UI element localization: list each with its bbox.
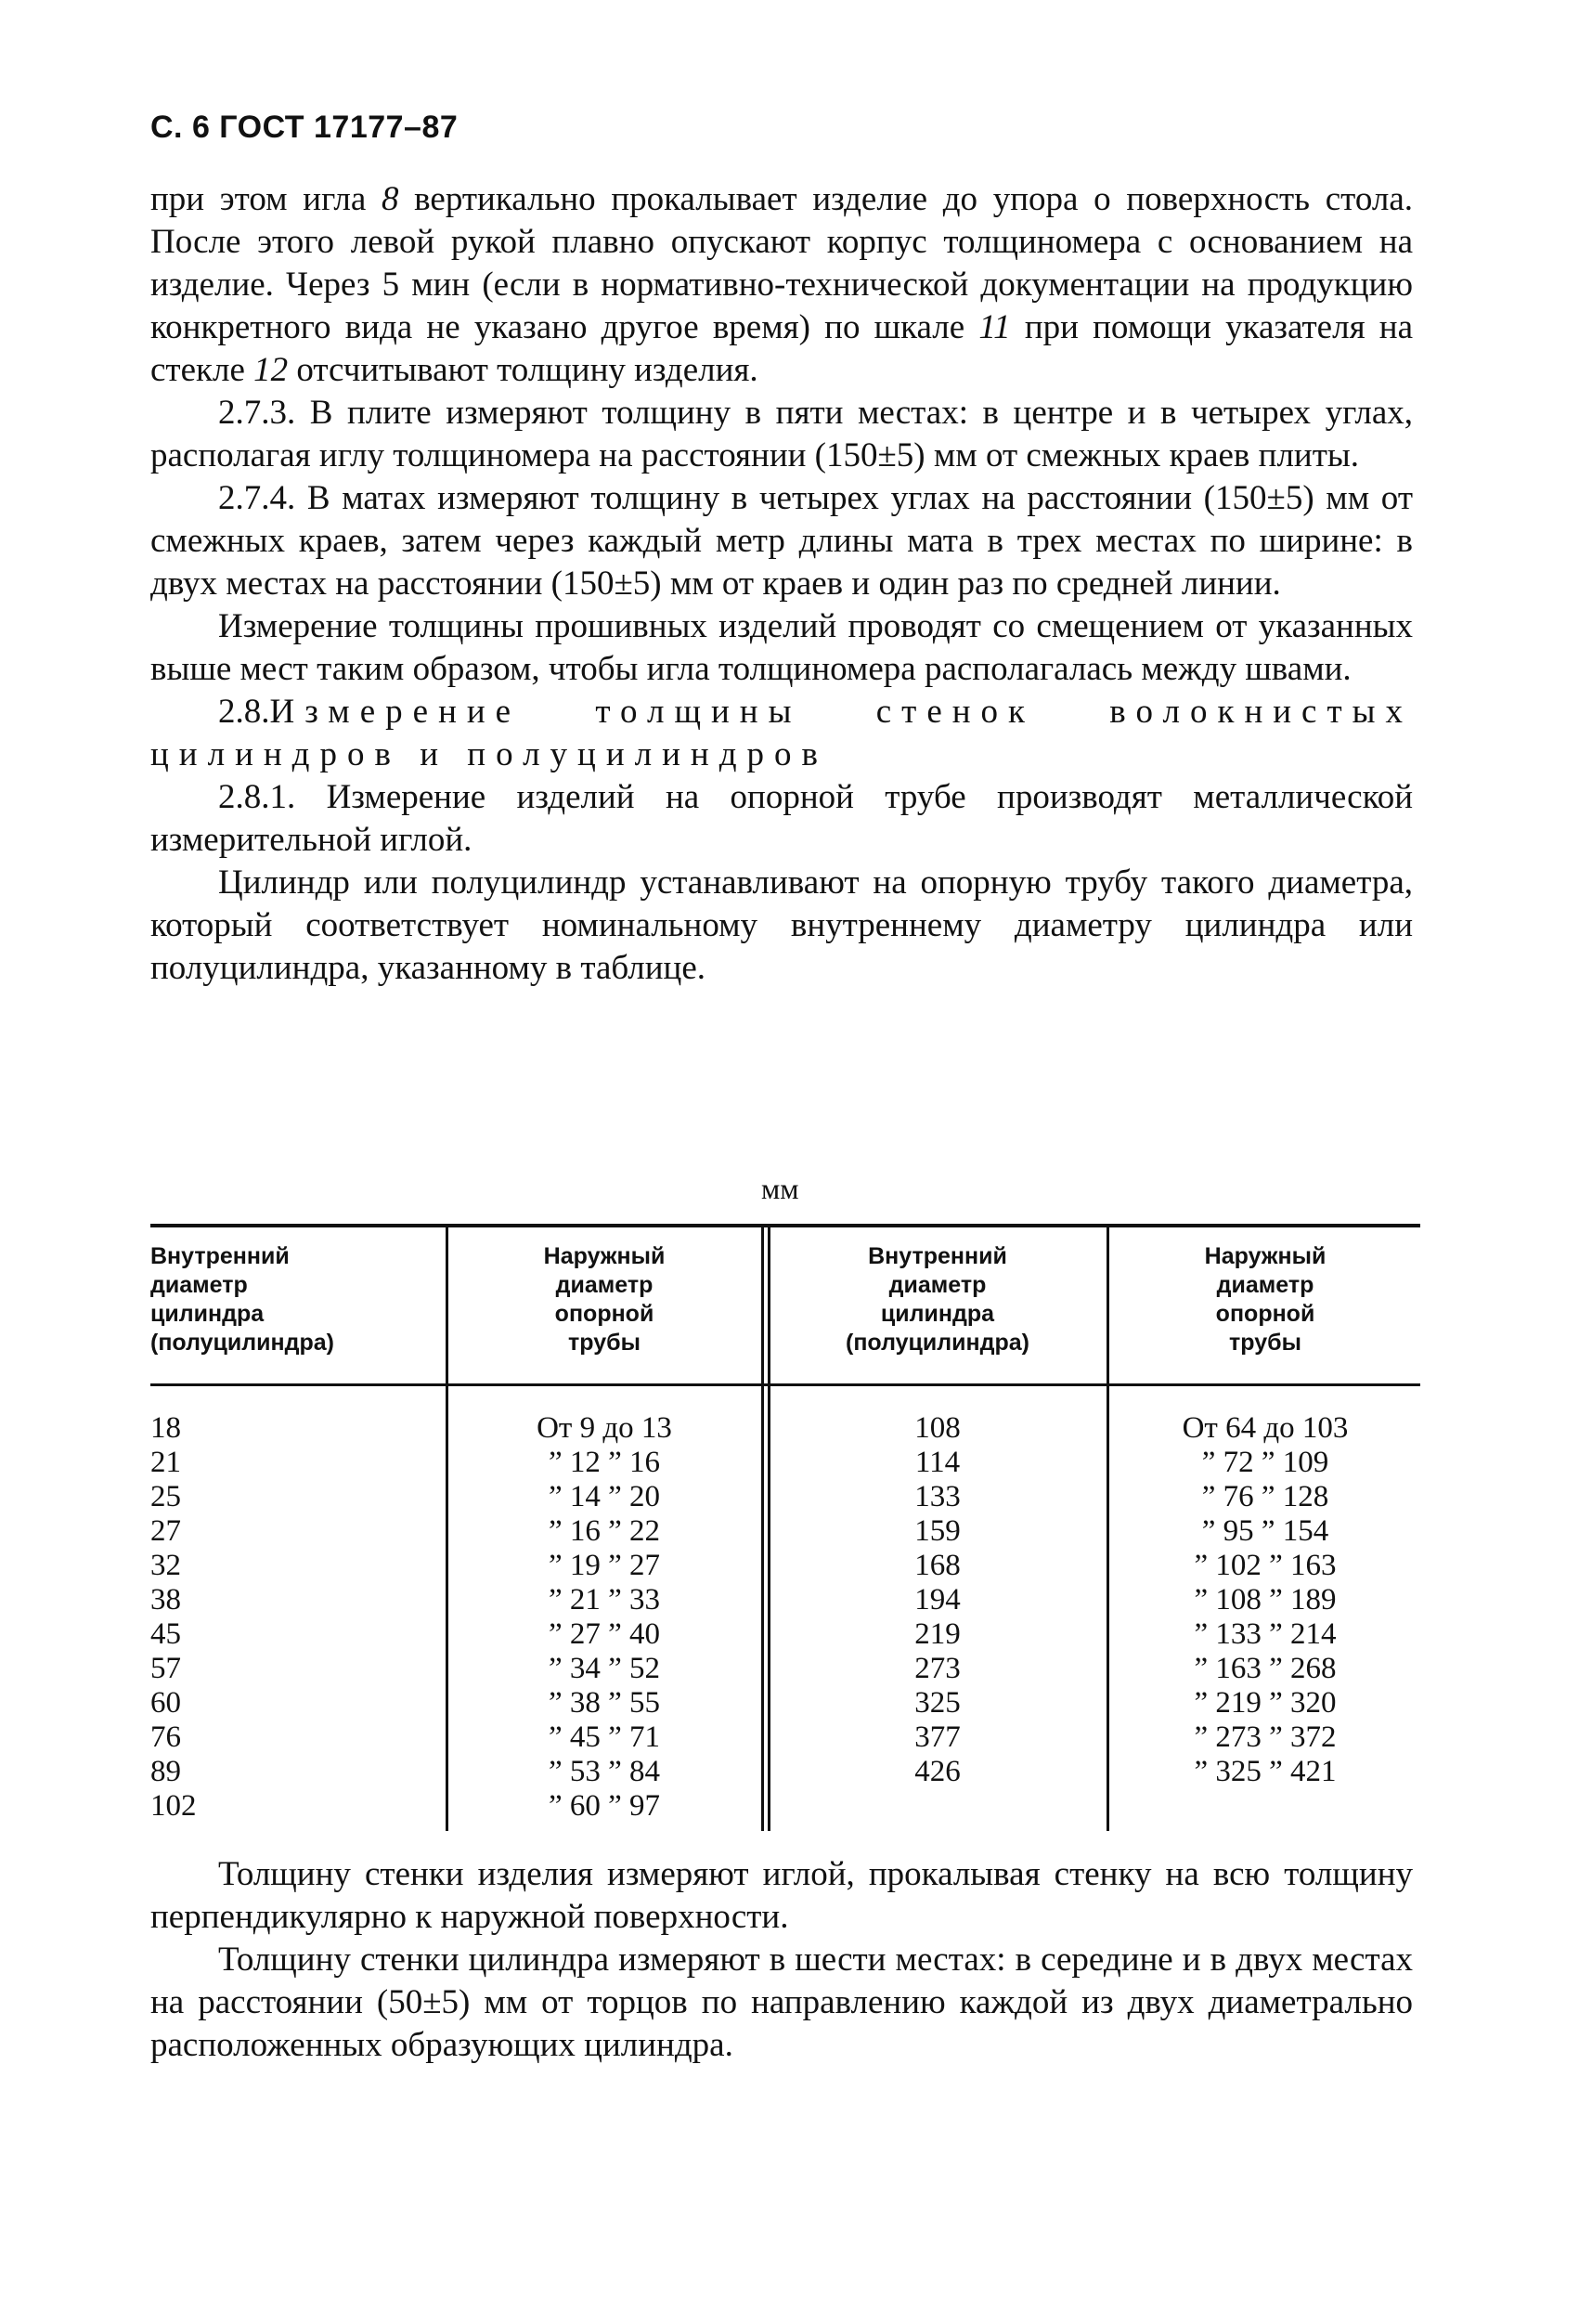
section-heading-2-8: 2.8.Измерение толщины стенок волокнистых цилиндров и полуцилиндров: [150, 693, 1413, 773]
column-divider-double: [761, 1224, 764, 1831]
table-cell: 325: [914, 1686, 961, 1720]
table-cell: 76: [150, 1720, 181, 1754]
table-cell: ” 34 ” 52: [548, 1652, 661, 1685]
paragraph-needle-measurement: Толщину стенки изделия измеряют иглой, прокалывая стенку на всю толщину перпендикулярно к наружной поверхности.: [150, 1855, 1413, 1936]
table-cell: ” 133 ” 214: [1194, 1617, 1337, 1651]
top-text: [150, 178, 1413, 990]
table-cell: 60: [150, 1686, 181, 1720]
table-cell: ” 16 ” 22: [548, 1514, 661, 1548]
paragraph-six-places: Толщину стенки цилиндра измеряют в шести местах: в середине и в двух местах на расстоянии (50±5) мм от торцов по направлению каждой из двух диаметрально расположенных образующих цилиндра.: [150, 1941, 1413, 2064]
table-header-inner-diameter-2: Внутренний диаметр цилиндра (полуцилиндра): [846, 1243, 1029, 1356]
table-cell: 57: [150, 1652, 181, 1685]
table-cell: 108: [914, 1411, 961, 1445]
column-divider: [446, 1224, 448, 1831]
table-column-inner-1: [150, 1411, 429, 1824]
table-cell: 194: [914, 1583, 961, 1616]
table-cell: 102: [150, 1789, 197, 1823]
table-cell: 114: [914, 1446, 961, 1479]
table-cell: 219: [914, 1617, 961, 1651]
table-cell: ” 60 ” 97: [548, 1789, 661, 1823]
table-cell: ” 108 ” 189: [1194, 1583, 1337, 1616]
table-cell: ” 72 ” 109: [1201, 1446, 1329, 1479]
paragraph-cylinder-mounting: Цилиндр или полуцилиндр устанавливают на опорную трубу такого диаметра, который соответствует номинальному внутреннему диаметру цилиндра или полуцилиндра, указанному в таблице.: [150, 863, 1413, 987]
table-cell: ” 53 ” 84: [548, 1755, 661, 1788]
table-cell: 273: [914, 1652, 961, 1685]
table-cell: От 64 до 103: [1182, 1411, 1349, 1445]
column-divider-double: [768, 1224, 770, 1831]
table-cell: 426: [914, 1755, 961, 1788]
paragraph-stitched-products: Измерение толщины прошивных изделий проводят со смещением от указанных выше мест таким образом, чтобы игла толщиномера располагалась между швами.: [150, 607, 1413, 688]
paragraph-2-7-3: 2.7.3. В плите измеряют толщину в пяти местах: в центре и в четырех углах, располагая иглу толщиномера на расстоянии (150±5) мм от смежных краев плиты.: [150, 394, 1413, 474]
table-cell: От 9 до 13: [537, 1411, 672, 1445]
table-cell: ” 325 ” 421: [1194, 1755, 1337, 1788]
table-top-rule: [150, 1224, 1420, 1227]
table-cell: ” 273 ” 372: [1194, 1720, 1337, 1754]
table-cell: ” 21 ” 33: [548, 1583, 661, 1616]
table-cell: ” 14 ” 20: [548, 1480, 661, 1513]
table-cell: ” 45 ” 71: [548, 1720, 661, 1754]
paragraph-2-7-4: 2.7.4. В матах измеряют толщину в четырех углах на расстоянии (150±5) мм от смежных краев, затем через каждый метр длины мата в трех местах по ширине: в двух местах на расстоянии (150±5) мм от краев и один раз по средней линии.: [150, 479, 1413, 603]
table-cell: ” 95 ” 154: [1201, 1514, 1329, 1548]
table-header-rule: [150, 1383, 1420, 1386]
table-unit-label: мм: [761, 1172, 799, 1205]
table-cell: 38: [150, 1583, 181, 1616]
table-cell: 27: [150, 1514, 181, 1548]
column-divider: [1107, 1224, 1109, 1831]
diameter-table: [150, 1224, 1420, 1831]
table-column-outer-1: [449, 1411, 759, 1824]
table-cell: 18: [150, 1411, 181, 1445]
table-cell: ” 219 ” 320: [1194, 1686, 1337, 1720]
table-column-outer-2: [1110, 1411, 1420, 1789]
table-header-outer-diameter-1: Наружный диаметр опорной трубы: [543, 1243, 666, 1356]
bottom-text: [150, 1853, 1413, 2067]
table-cell: ” 163 ” 268: [1194, 1652, 1337, 1685]
table-cell: ” 19 ” 27: [548, 1549, 661, 1582]
table-header-inner-diameter-1: Внутренний диаметр цилиндра (полуцилиндра): [150, 1243, 334, 1356]
table-cell: 377: [914, 1720, 961, 1754]
table-cell: 168: [914, 1549, 961, 1582]
table-cell: 25: [150, 1480, 181, 1513]
table-cell: ” 12 ” 16: [548, 1446, 661, 1479]
table-cell: ” 27 ” 40: [548, 1617, 661, 1651]
table-cell: 21: [150, 1446, 181, 1479]
table-cell: 45: [150, 1617, 181, 1651]
table-cell: ” 38 ” 55: [548, 1686, 661, 1720]
table-cell: 89: [150, 1755, 181, 1788]
table-header-outer-diameter-2: Наружный диаметр опорной трубы: [1204, 1243, 1327, 1356]
table-cell: 159: [914, 1514, 961, 1548]
paragraph-continuation: при этом игла 8 вертикально прокалывает изделие до упора о поверхность стола. После этого левой рукой плавно опускают корпус толщиномера с основанием на изделие. Через 5 мин (если в нормативно-технической документации на продукцию конкретного вида не указано другое время) по шкале 11 при помощи указателя на стекле 12 отсчитывают толщину изделия.: [150, 180, 1413, 389]
table-cell: 133: [914, 1480, 961, 1513]
table-cell: 32: [150, 1549, 181, 1582]
paragraph-2-8-1: 2.8.1. Измерение изделий на опорной трубе производят металлической измерительной иглой.: [150, 778, 1413, 859]
page-header: С. 6 ГОСТ 17177–87: [150, 110, 459, 145]
table-cell: ” 102 ” 163: [1194, 1549, 1337, 1582]
table-cell: ” 76 ” 128: [1201, 1480, 1329, 1513]
table-column-inner-2: [771, 1411, 1104, 1789]
